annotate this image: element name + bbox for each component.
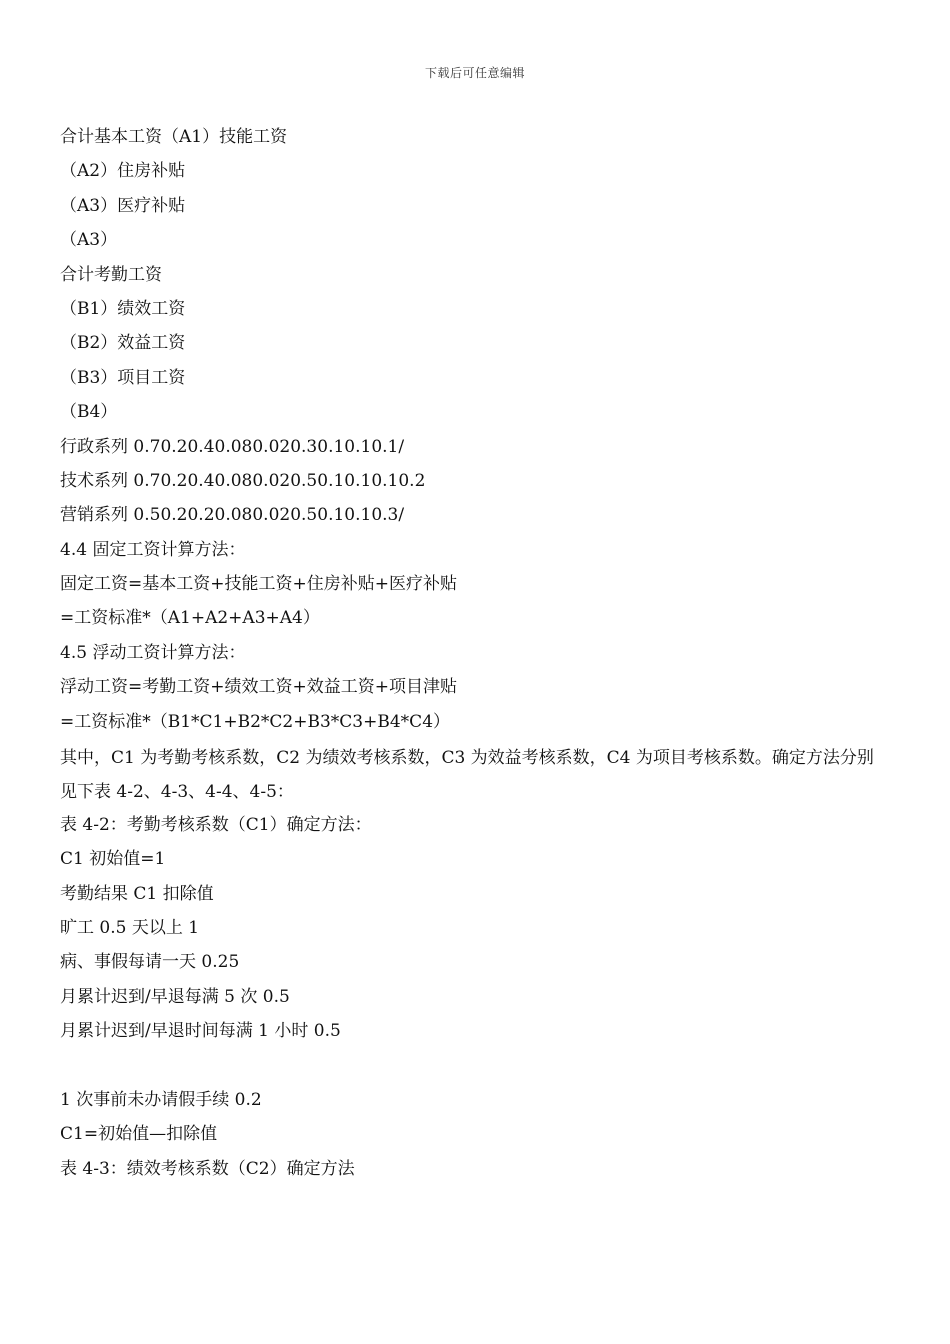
text-line: （B3）项目工资 [60,367,186,388]
text-line: C1 初始值=1 [60,849,166,870]
text-line: 病、事假每请一天 0.25 [60,952,240,973]
formula-line: 浮动工资=考勤工资+绩效工资+效益工资+项目津贴 [60,677,457,698]
text-line: （B2）效益工资 [60,333,186,354]
page-header-note: 下载后可任意编辑 [424,66,525,80]
text-line: 技术系列 0.70.20.40.080.020.50.10.10.10.2 [60,470,426,491]
text-line: 营销系列 0.50.20.20.080.020.50.10.10.3/ [60,505,405,526]
text-line: 月累计迟到/早退时间每满 1 小时 0.5 [60,1021,341,1042]
formula-line: =工资标准*（A1+A2+A3+A4） [60,608,320,629]
text-line: （A3）医疗补贴 [60,195,186,216]
text-line: （B4） [60,402,118,423]
text-line: 行政系列 0.70.20.40.080.020.30.10.10.1/ [60,436,405,457]
table-caption: 表 4-3：绩效考核系数（C2）确定方法 [60,1158,355,1179]
document-body [60,122,890,1188]
text-line: 旷工 0.5 天以上 1 [60,918,200,939]
blank-line [60,1051,890,1085]
text-line: 考勤结果 C1 扣除值 [60,883,214,904]
section-heading: 4.5 浮动工资计算方法： [60,642,246,663]
text-line: （B1）绩效工资 [60,298,186,319]
section-heading: 4.4 固定工资计算方法： [60,539,246,560]
formula-line: =工资标准*（B1*C1+B2*C2+B3*C3+B4*C4） [60,711,451,732]
text-line: 合计考勤工资 [60,264,162,285]
table-caption: 表 4-2：考勤考核系数（C1）确定方法： [60,814,372,835]
text-line: 合计基本工资（A1）技能工资 [60,127,288,147]
text-line: （A3） [60,230,118,251]
formula-line: C1=初始值—扣除值 [60,1124,218,1145]
text-line: 1 次事前未办请假手续 0.2 [60,1089,262,1110]
paragraph: 其中，C1 为考勤考核系数，C2 为绩效考核系数，C3 为效益考核系数，C4 为项目考核系数。确定方法分别见下表 4-2、4-3、4-4、4-5： [60,748,874,803]
text-line: 月累计迟到/早退每满 5 次 0.5 [60,986,290,1007]
formula-line: 固定工资=基本工资+技能工资+住房补贴+医疗补贴 [60,574,457,595]
text-line: （A2）住房补贴 [60,161,186,182]
